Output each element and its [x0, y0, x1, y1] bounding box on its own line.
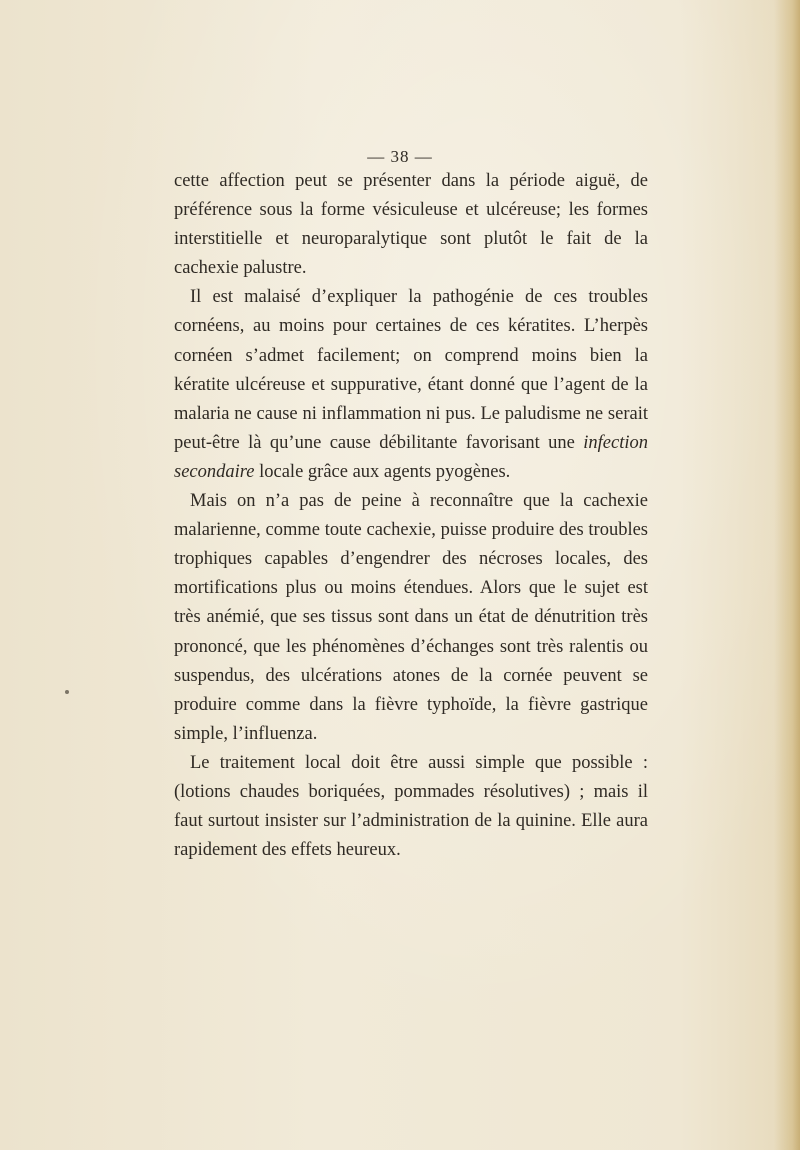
paragraph-2	[174, 283, 648, 487]
paragraph-2-text-before: Il est malaisé d’expliquer la pathogénie de ces troubles cornéens, au moins pour certaines de ces kératites. L’herpès cornéen s’admet facilement; on comprend moins bien la kératite ulcéreuse et suppurative, étant donné que l’agent de la malaria ne cause ni inflammation ni pus. Le paludisme ne serait peut-être là qu’une cause débilitante favorisant une	[174, 287, 648, 453]
paragraph-4: Le traitement local doit être aussi simple que possible : (lotions chaudes boriquées, pommades résolutives) ; mais il faut surtout insister sur l’administration de la quinine. Elle aura rapidement des effets heureux.	[174, 752, 648, 861]
paragraph-3: Mais on n’a pas de peine à reconnaître que la cachexie malarienne, comme toute cachexie, puisse produire des troubles trophiques capables d’engendrer des nécroses locales, des mortifications plus ou moins étendues. Alors que le sujet est très anémié, que ses tissus sont dans un état de dénutrition très prononcé, que les phénomènes d’échanges sont très ralentis ou suspendus, des ulcérations atones de la cornée peuvent se produire comme dans la fièvre typhoïde, la fièvre gastrique simple, l’influenza.	[174, 491, 648, 744]
paragraph-1: cette affection peut se présenter dans la période aiguë, de préférence sous la forme vésiculeuse et ulcéreuse; les formes interstitielle et neuroparalytique sont plutôt le fait de la cachexie palustre.	[174, 171, 648, 279]
italic-term: infection secondaire	[174, 432, 648, 482]
page-number: — 38 —	[367, 147, 433, 166]
paragraph-2-text-after: locale grâce aux agents pyogènes.	[254, 461, 511, 482]
body-text	[174, 143, 648, 865]
paper-speck	[65, 690, 69, 694]
page-edge-stain	[774, 0, 800, 1150]
